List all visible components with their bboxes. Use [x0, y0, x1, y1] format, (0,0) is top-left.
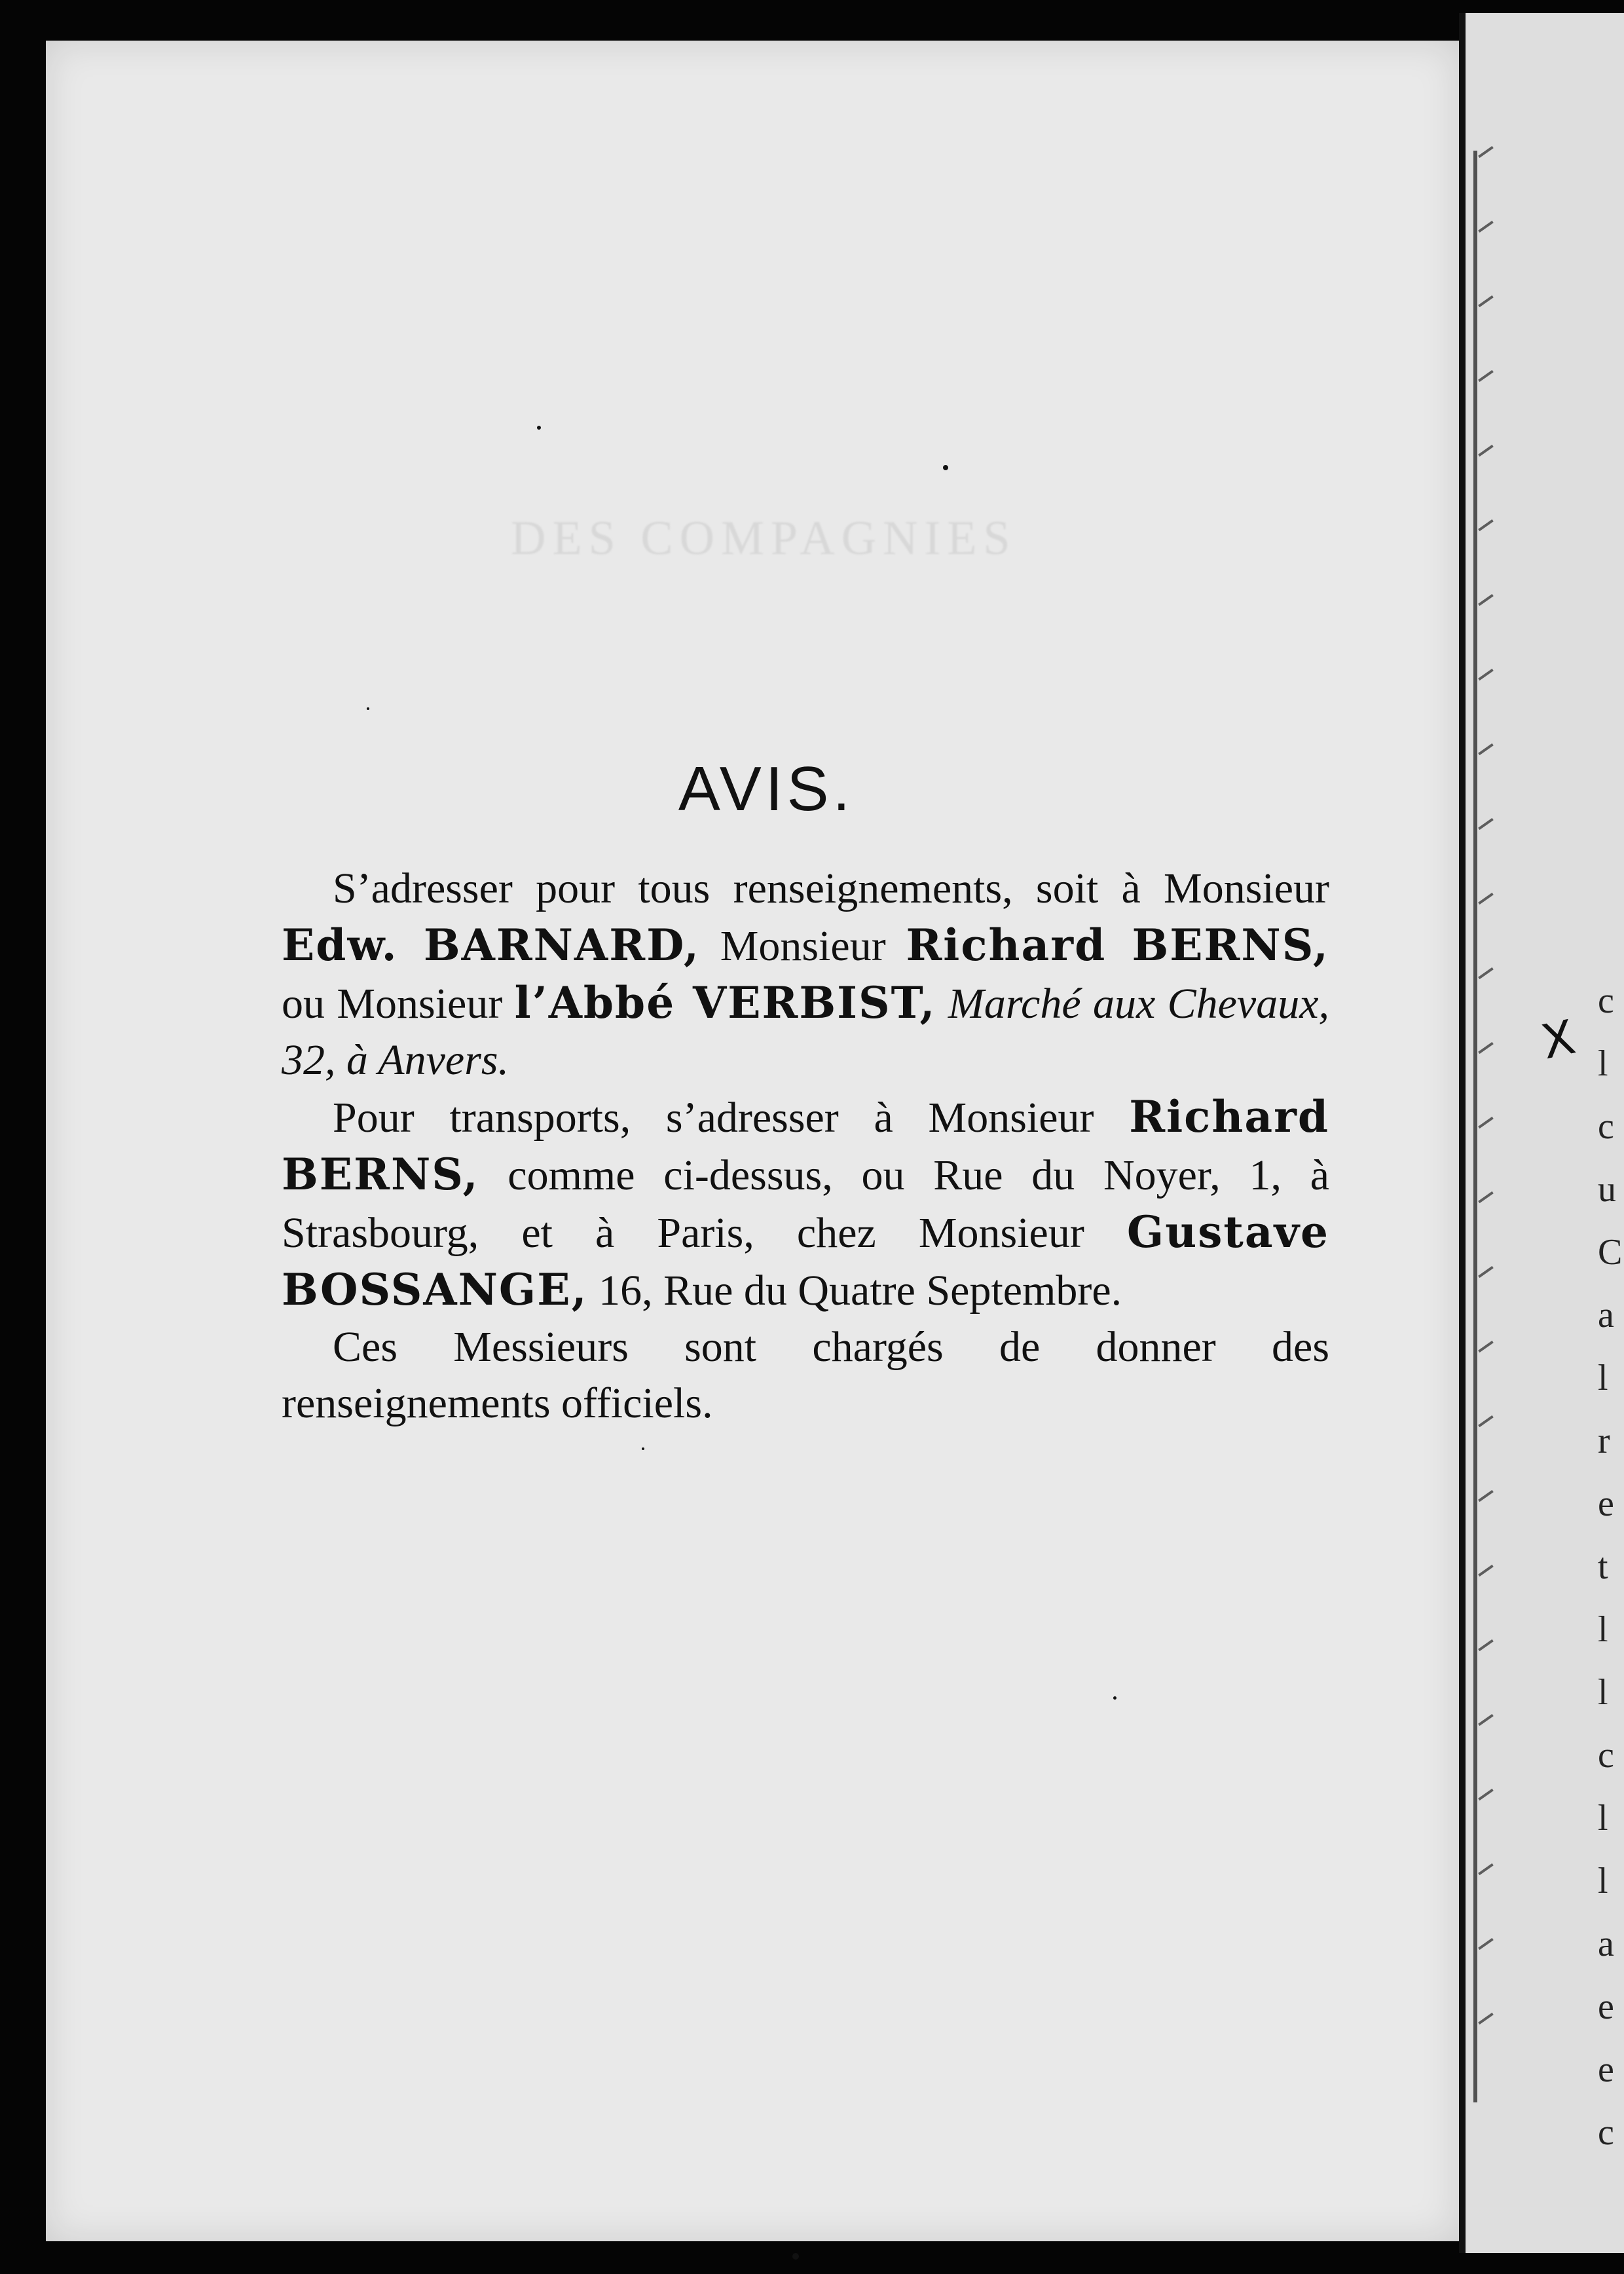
scan-speck [943, 465, 948, 470]
edge-letter: l [1598, 1358, 1608, 1398]
stitch-mark [1478, 594, 1494, 606]
paragraph-transports [282, 1089, 1329, 1319]
adjacent-page-edge-letters [1598, 969, 1624, 2164]
text-segment-normal: comme ci-dessus, ou Rue du Noyer, 1, à Strasbourg, et à Paris, chez Monsieur [282, 1151, 1329, 1257]
stitch-mark [1478, 669, 1494, 680]
scan-speck [367, 707, 369, 710]
edge-letter: c [1598, 1106, 1614, 1147]
margin-mark: X [1536, 1009, 1580, 1070]
stitch-mark [1478, 1415, 1494, 1427]
text-segment-bold: l’Abbé VERBIST, [514, 977, 936, 1028]
text-segment-bold: Gustave BOSSANGE, [282, 1206, 1329, 1315]
edge-letter: l [1598, 1609, 1608, 1650]
stitch-mark [1478, 1639, 1494, 1651]
stitch-mark [1478, 818, 1494, 830]
stitch-mark [1478, 2013, 1494, 2024]
edge-letter: l [1598, 1861, 1608, 1901]
stitch-mark [1478, 1565, 1494, 1576]
stitch-mark [1478, 1714, 1494, 1726]
edge-letter: c [1598, 980, 1614, 1021]
edge-letter: l [1598, 1798, 1608, 1838]
edge-letter: a [1598, 1924, 1614, 1964]
edge-letter: l [1598, 1672, 1608, 1713]
text-segment-normal: Ces Messieurs sont chargés de donner des renseignements officiels. [282, 1323, 1329, 1427]
show-through-text: DES COMPAGNIES [511, 512, 1017, 565]
edge-letter: C [1598, 1232, 1623, 1273]
stitch-mark [1478, 1341, 1494, 1352]
stitch-mark [1478, 1191, 1494, 1203]
scan-speck [537, 426, 541, 430]
text-segment-normal: 16, Rue du Quatre Septembre. [587, 1267, 1122, 1314]
stitch-mark [1478, 295, 1494, 307]
stitch-mark [1478, 519, 1494, 531]
stitch-mark [1478, 743, 1494, 755]
edge-letter: a [1598, 1295, 1614, 1335]
text-segment-bold: Richard BERNS, [282, 1091, 1329, 1200]
edge-letter: c [1598, 2112, 1614, 2153]
edge-letter: e [1598, 1483, 1614, 1524]
stitch-mark [1478, 1117, 1494, 1128]
stitch-mark [1478, 1938, 1494, 1950]
scan-speck [1113, 1696, 1116, 1700]
stitch-mark [1478, 221, 1494, 233]
scan-speck [792, 2253, 799, 2260]
stitch-mark [1478, 967, 1494, 979]
paragraph-officials [282, 1319, 1329, 1432]
stitch-mark [1478, 1490, 1494, 1502]
edge-letter: t [1598, 1546, 1608, 1587]
stitch-mark [1478, 1266, 1494, 1278]
text-segment-italic: Marché aux Chevaux, 32, à Anvers. [282, 980, 1329, 1084]
stitch-mark [1478, 445, 1494, 457]
stitch-mark [1478, 1789, 1494, 1800]
edge-letter: e [1598, 2049, 1614, 2090]
notice-title: AVIS. [678, 754, 855, 824]
scan-speck [642, 1447, 644, 1450]
edge-letter: r [1598, 1421, 1610, 1461]
edge-letter: e [1598, 1986, 1614, 2027]
text-segment-normal: S’adresser pour tous renseignements, soit à Monsieur [333, 865, 1329, 912]
edge-letter: l [1598, 1043, 1608, 1084]
notice-block [282, 753, 1329, 1432]
paragraph-contacts [282, 861, 1329, 1089]
text-segment-normal: Pour transports, s’adresser à Monsieur [333, 1094, 1130, 1142]
edge-letter: u [1598, 1169, 1616, 1210]
text-segment-normal: Monsieur [699, 922, 906, 970]
text-segment-bold: Richard BERNS, [906, 920, 1330, 971]
binding-thread [1473, 151, 1504, 2102]
text-segment-normal: ou Monsieur [282, 980, 515, 1028]
edge-letter: c [1598, 1735, 1614, 1776]
stitch-mark [1478, 1042, 1494, 1054]
stitch-mark [1478, 370, 1494, 382]
stitch-mark [1478, 1863, 1494, 1875]
text-segment-bold: Edw. BARNARD, [282, 920, 700, 971]
stitch-mark [1478, 893, 1494, 904]
